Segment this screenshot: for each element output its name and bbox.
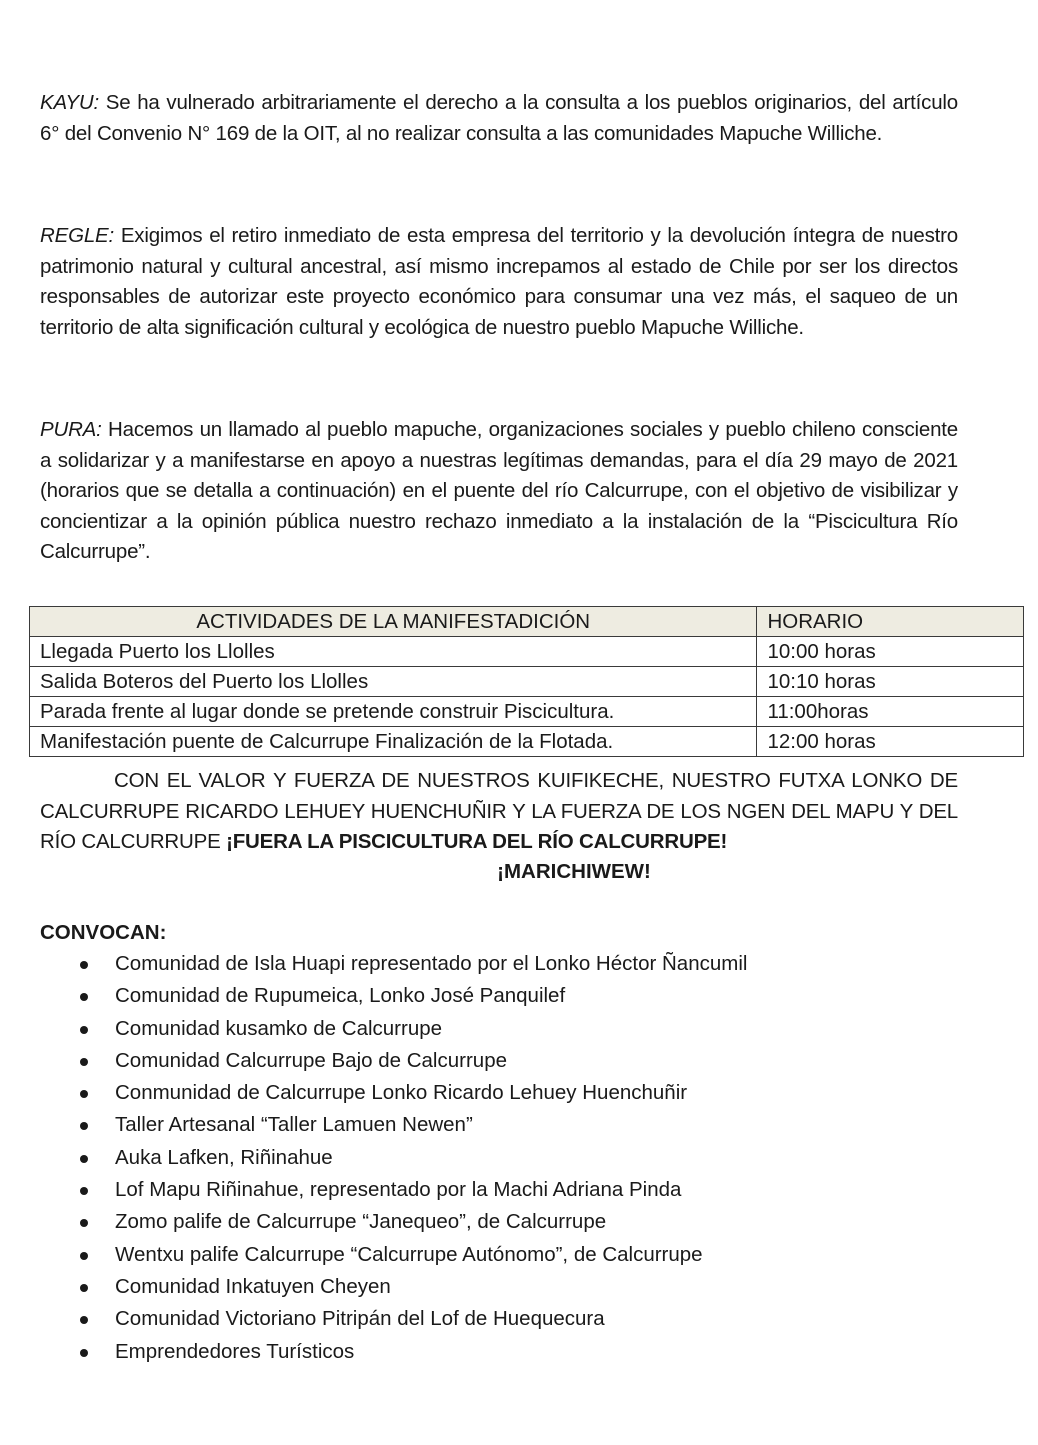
list-item-text: Comunidad Victoriano Pitripán del Lof de Huequecura [115,1307,605,1331]
marichiwew-slogan: ¡MARICHIWEW! [497,860,651,883]
paragraph-kayu [40,88,958,149]
list-item [40,1077,747,1109]
activities-table [29,606,1024,757]
paragraph-regle [40,221,958,343]
convocan-heading: CONVOCAN: [40,921,167,944]
table-header-row [30,607,1024,637]
list-item-text: Wentxu palife Calcurrupe “Calcurrupe Autónomo”, de Calcurrupe [115,1242,703,1266]
activity-cell: Salida Boteros del Puerto los Llolles [30,667,757,697]
bullet-icon [80,1349,88,1357]
table-row [30,697,1024,727]
list-item-text: Conmunidad de Calcurrupe Lonko Ricardo Lehuey Huenchuñir [115,1081,688,1105]
list-item [40,980,747,1012]
list-item-text: Lof Mapu Riñinahue, representado por la Machi Adriana Pinda [115,1178,682,1202]
paragraph-text: Hacemos un llamado al pueblo mapuche, organizaciones sociales y pueblo chileno consciente a solidarizar y a manifestarse en apoyo a nuestras legítimas demandas, para el día 29 mayo de 2021 (horarios que se detalla a continuación) en el puente del río Calcurrupe, con el objetivo de visibilizar y concientizar a la opinión pública nuestro rechazo inmediato a la instalación de la “Piscicultura Río Calcurrupe”. [40,418,958,564]
bullet-icon [80,961,88,969]
list-item-text: Comunidad Inkatuyen Cheyen [115,1274,391,1298]
closing-text: CON EL VALOR Y FUERZA DE NUESTROS KUIFIKECHE, NUESTRO FUTXA LONKO DE CALCURRUPE RICARDO LEHUEY HUENCHUÑIR Y LA FUERZA DE LOS NGEN DEL MAPU Y DEL RÍO CALCURRUPE [40,769,958,854]
paragraph-pura [40,415,958,568]
closing-bold-slogan: ¡FUERA LA PISCICULTURA DEL RÍO CALCURRUPE! [226,830,728,854]
convocan-list [40,948,747,1368]
paragraph-lead: KAYU: [40,91,99,114]
list-item [40,1142,747,1174]
list-item [40,1206,747,1238]
bullet-icon [80,1155,88,1163]
list-item [40,1109,747,1141]
bullet-icon [80,1122,88,1130]
list-item [40,1013,747,1045]
bullet-icon [80,1252,88,1260]
table-row [30,727,1024,757]
activity-cell: Llegada Puerto los Llolles [30,637,757,667]
list-item-text: Taller Artesanal “Taller Lamuen Newen” [115,1113,473,1137]
list-item-text: Comunidad de Isla Huapi representado por el Lonko Héctor Ñancumil [115,952,748,975]
list-item-text: Auka Lafken, Riñinahue [115,1145,333,1169]
list-item [40,948,747,980]
table-row [30,637,1024,667]
paragraph-text: Exigimos el retiro inmediato de esta empresa del territorio y la devolución íntegra de nuestro patrimonio natural y cultural ancestral, así mismo increpamos al estado de Chile por ser los directos responsables de autorizar este proyecto económico para consumar una vez más, el saqueo de un territorio de alta significación cultural y ecológica de nuestro pueblo Mapuche Williche. [40,224,958,339]
activity-cell: Manifestación puente de Calcurrupe Finalización de la Flotada. [30,727,757,757]
bullet-icon [80,1316,88,1324]
bullet-icon [80,1058,88,1066]
schedule-cell: 12:00 horas [757,727,1024,757]
table-header-schedule: HORARIO [757,607,1024,637]
bullet-icon [80,993,88,1001]
bullet-icon [80,1187,88,1195]
schedule-cell: 11:00horas [757,697,1024,727]
paragraph-lead: PURA: [40,418,102,441]
list-item [40,1271,747,1303]
schedule-cell: 10:10 horas [757,667,1024,697]
list-item [40,1045,747,1077]
bullet-icon [80,1026,88,1034]
bullet-icon [80,1284,88,1292]
list-item-text: Comunidad Calcurrupe Bajo de Calcurrupe [115,1048,507,1072]
paragraph-text: Se ha vulnerado arbitrariamente el derecho a la consulta a los pueblos originarios, del artículo 6° del Convenio N° 169 de la OIT, al no realizar consulta a las comunidades Mapuche Williche. [40,91,958,145]
activity-cell: Parada frente al lugar donde se pretende construir Piscicultura. [30,697,757,727]
list-item [40,1336,747,1368]
table-header-activities: ACTIVIDADES DE LA MANIFESTADICIÓN [30,607,757,637]
bullet-icon [80,1090,88,1098]
list-item [40,1239,747,1271]
list-item [40,1303,747,1335]
table-row [30,667,1024,697]
list-item-text: Emprendedores Turísticos [115,1339,355,1363]
bullet-icon [80,1219,88,1227]
paragraph-lead: REGLE: [40,224,114,247]
list-item-text: Comunidad kusamko de Calcurrupe [115,1016,443,1040]
schedule-cell: 10:00 horas [757,637,1024,667]
list-item-text: Zomo palife de Calcurrupe “Janequeo”, de Calcurrupe [115,1210,607,1234]
list-item [40,1174,747,1206]
closing-statement [40,766,958,858]
list-item-text: Comunidad de Rupumeica, Lonko José Panquilef [115,984,566,1008]
